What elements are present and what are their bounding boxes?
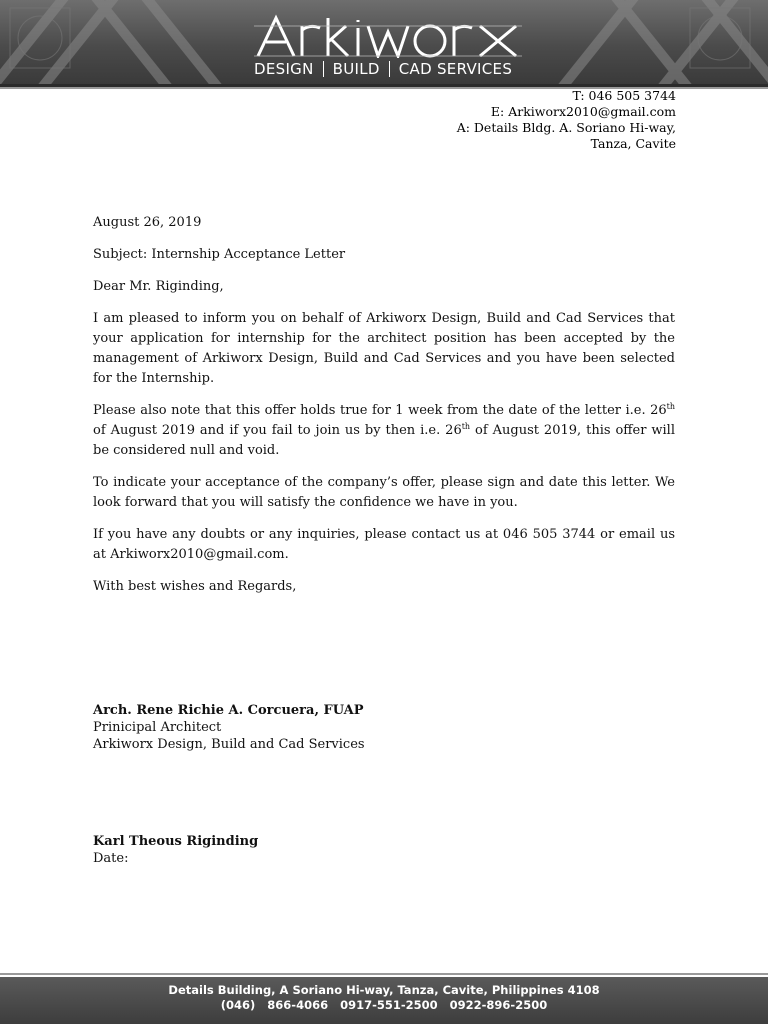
signatory-block — [93, 702, 675, 753]
letter-paragraph-4: If you have any doubts or any inquiries, please contact us at 046 505 3744 or email us at Arkiworx2010@gmail.com. — [93, 527, 675, 562]
footer-divider — [0, 973, 768, 975]
recipient-block — [93, 833, 675, 867]
footer-phones: (046) 866-4066 0917-551-2500 0922-896-2500 — [220, 998, 548, 1012]
tagline-build: BUILD — [332, 60, 380, 78]
letterhead-footer — [0, 977, 768, 1024]
footer-address: Details Building, A Soriano Hi-way, Tanza, Cavite, Philippines 4108 — [168, 983, 600, 997]
contact-email: E: Arkiworx2010@gmail.com — [490, 104, 676, 119]
letter-body — [93, 213, 675, 609]
signatory-company: Arkiworx Design, Build and Cad Services — [93, 737, 365, 752]
tagline-divider — [323, 61, 324, 77]
letterhead-banner — [0, 0, 768, 84]
signatory-name: Arch. Rene Richie A. Corcuera, FUAP — [93, 703, 364, 718]
arkiworx-logo — [254, 14, 522, 58]
paragraph-2-part-c: of August 2019, this offer will be considered null and void. — [93, 423, 675, 458]
paragraph-2-part-b: of August 2019 and if you fail to join us by then i.e. 26 — [93, 423, 462, 438]
letter-closing: With best wishes and Regards, — [93, 579, 297, 594]
signatory-title: Prinicipal Architect — [93, 720, 222, 735]
letter-subject: Subject: Internship Acceptance Letter — [93, 247, 346, 262]
recipient-date-label: Date: — [93, 851, 129, 866]
letter-paragraph-1: I am pleased to inform you on behalf of Arkiworx Design, Build and Cad Services that your application for internship for the architect position has been accepted by the management of Arkiworx Design, Build and Cad Services and you have been selected for the Internship. — [93, 311, 675, 386]
contact-address-line2: Tanza, Cavite — [590, 136, 676, 151]
paragraph-2-part-a: Please also note that this offer holds true for 1 week from the date of the letter i.e. 26 — [93, 403, 667, 418]
letter-paragraph-3: To indicate your acceptance of the company’s offer, please sign and date this letter. We look forward that you will satisfy the confidence we have in you. — [93, 475, 675, 510]
letter-date: August 26, 2019 — [93, 215, 202, 230]
tagline-design: DESIGN — [254, 60, 314, 78]
contact-address-line1: A: Details Bldg. A. Soriano Hi-way, — [456, 120, 676, 135]
tagline-cad-services: CAD SERVICES — [398, 60, 513, 78]
contact-info — [457, 88, 676, 152]
letter-paragraph-2 — [93, 401, 675, 461]
ordinal-suffix: th — [461, 422, 471, 431]
recipient-name: Karl Theous Riginding — [93, 834, 259, 849]
ordinal-suffix: th — [666, 402, 675, 411]
tagline-divider — [389, 61, 390, 77]
contact-phone: T: 046 505 3744 — [572, 88, 676, 103]
letter-salutation: Dear Mr. Riginding, — [93, 279, 224, 294]
tagline — [254, 60, 522, 78]
